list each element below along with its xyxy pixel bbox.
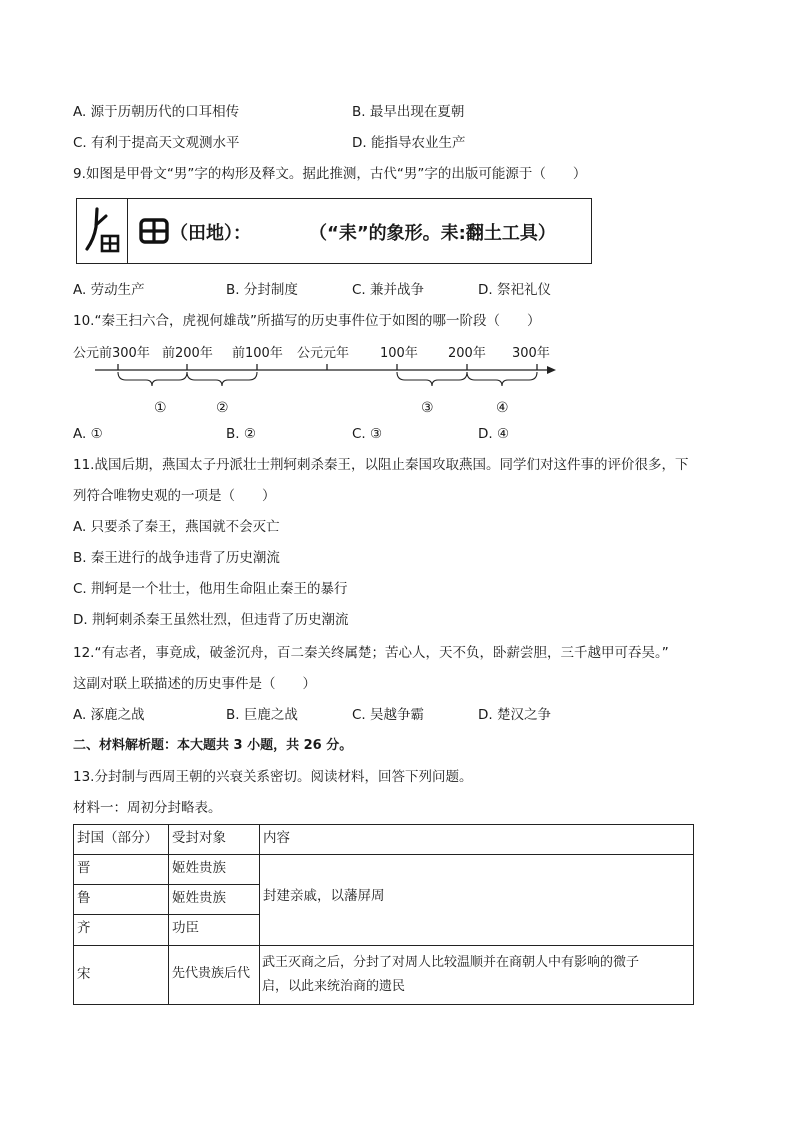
q12-stem: 12.“有志者，事竟成，破釜沉舟，百二秦关终属楚；苦心人，天不负，卧薪尝胆，三千越甲可吞吴。” <box>73 645 669 661</box>
q9-option-b: B. 分封制度 <box>226 282 298 298</box>
q8-option-b: B. 最早出现在夏朝 <box>352 104 465 120</box>
song-content-line: 武王灭商之后，分封了对周人比较温顺并在商朝人中有影响的微子 <box>262 955 640 970</box>
table-cell-recipient: 先代贵族后代 <box>168 945 260 1005</box>
q11-stem: 11.战国后期，燕国太子丹派壮士荆轲刺杀秦王，以阻止秦国攻取燕国。同学们对这件事的评价很多，下 <box>73 457 689 473</box>
table-cell-merged-content: 封建亲戚，以藩屏周 <box>259 854 694 946</box>
q11-option-d: D. 荆轲刺杀秦王虽然壮烈，但违背了历史潮流 <box>73 612 349 628</box>
table-cell-state: 齐 <box>73 914 169 946</box>
q10-option-b: B. ② <box>226 426 256 442</box>
field-explanation: （田地）： <box>170 223 251 244</box>
q8-option-c: C. 有利于提高天文观测水平 <box>73 135 240 151</box>
timeline-label: 100年 <box>380 346 418 361</box>
timeline-label: 300年 <box>512 346 550 361</box>
q10-option-d: D. ④ <box>478 426 510 442</box>
table-header-cell: 受封对象 <box>168 824 260 855</box>
enfeoffment-table <box>73 824 694 1005</box>
q10-option-c: C. ③ <box>352 426 383 442</box>
q9-option-a: A. 劳动生产 <box>73 282 145 298</box>
q12-option-a: A. 涿鹿之战 <box>73 707 145 723</box>
timeline-segment: ② <box>216 400 229 416</box>
oracle-bone-figure <box>76 198 592 264</box>
q9-stem: 9.如图是甲骨文“男”字的构形及释文。据此推测，古代“男”字的出版可能源于（ ） <box>73 166 587 182</box>
timeline-segment: ④ <box>496 400 509 416</box>
timeline-segment: ③ <box>421 400 434 416</box>
q9-option-c: C. 兼并战争 <box>352 282 425 298</box>
table-header-cell: 封国（部分） <box>73 824 169 855</box>
q12-option-b: B. 巨鹿之战 <box>226 707 298 723</box>
table-cell-state: 鲁 <box>73 884 169 915</box>
timeline-axis <box>90 362 562 398</box>
table-cell-recipient: 姬姓贵族 <box>168 884 260 915</box>
table-header-cell: 内容 <box>259 824 694 855</box>
q12-stem-continued: 这副对联上联描述的历史事件是（ ） <box>73 676 316 692</box>
q8-option-a: A. 源于历朝历代的口耳相传 <box>73 104 240 120</box>
table-cell-song-content <box>259 945 694 1005</box>
q11-option-b: B. 秦王进行的战争违背了历史潮流 <box>73 550 280 566</box>
q11-option-a: A. 只要杀了秦王，燕国就不会灭亡 <box>73 519 280 535</box>
material-one-caption: 材料一：周初分封略表。 <box>73 800 222 816</box>
oracle-nan-glyph-icon <box>81 203 123 259</box>
q12-option-d: D. 楚汉之争 <box>478 707 551 723</box>
q11-stem-continued: 列符合唯物史观的一项是（ ） <box>73 488 276 504</box>
field-glyph-icon <box>139 218 169 244</box>
table-cell-state: 晋 <box>73 854 169 885</box>
timeline-label: 前200年 <box>162 346 213 361</box>
table-cell-recipient: 姬姓贵族 <box>168 854 260 885</box>
q9-option-d: D. 祭祀礼仪 <box>478 282 551 298</box>
song-content-line: 启，以此来统治商的遗民 <box>262 979 406 994</box>
q12-option-c: C. 吴越争霸 <box>352 707 425 723</box>
table-cell-recipient: 功臣 <box>168 914 260 946</box>
timeline-label: 公元元年 <box>297 346 350 361</box>
q11-option-c: C. 荆轲是一个壮士，他用生命阻止秦王的暴行 <box>73 581 348 597</box>
timeline-label: 公元前300年 <box>73 346 150 361</box>
q10-option-a: A. ① <box>73 426 103 442</box>
q10-stem: 10.“秦王扫六合，虎视何雄哉”所描写的历史事件位于如图的哪一阶段（ ） <box>73 313 541 329</box>
section-heading: 二、材料解析题：本大题共 3 小题，共 26 分。 <box>73 738 353 753</box>
figure-divider <box>127 199 128 263</box>
timeline-label: 前100年 <box>232 346 283 361</box>
table-cell-state: 宋 <box>73 945 169 1005</box>
q8-option-d: D. 能指导农业生产 <box>352 135 466 151</box>
timeline-segment: ① <box>154 400 167 416</box>
q13-stem: 13.分封制与西周王朝的兴衰关系密切。阅读材料，回答下列问题。 <box>73 769 473 785</box>
plow-explanation: （“耒”的象形。耒:翻土工具） <box>309 223 556 244</box>
timeline-label: 200年 <box>448 346 486 361</box>
